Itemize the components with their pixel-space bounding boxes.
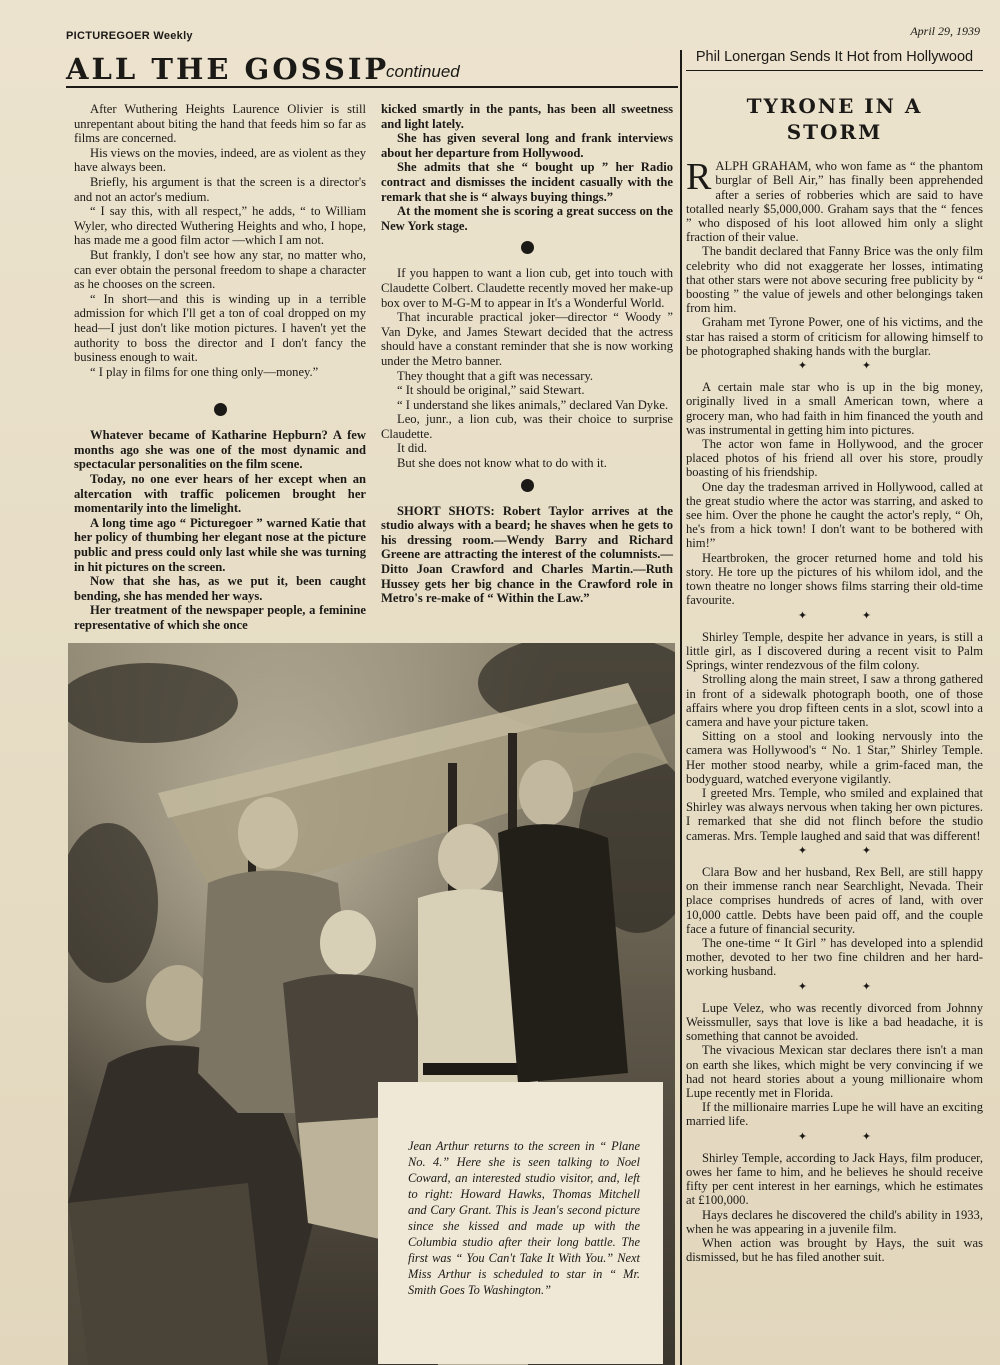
star-separator: ✦ ✦ [797, 609, 898, 622]
continued-label: continued [386, 62, 460, 81]
headline-rule [66, 86, 678, 88]
paragraph: “ I understand she likes animals,” declared Van Dyke. [397, 397, 669, 412]
paragraph: Lupe Velez, who was recently divorced from Johnny Weissmuller, says that love is like a bad headache, it is something that cannot be avoided. [686, 1000, 983, 1044]
paragraph: A certain male star who is up in the big money, originally lived in a small American town, where a grocery man, who had faith in him financed the youth and was instrumental in getting him into pictures. [686, 380, 983, 437]
paragraph: SHORT SHOTS: Robert Taylor arrives at the studio always with a beard; he shaves when he gets to his dressing room.—Wendy Barry and Richard Greene are attracting the interest of the columnists.—Ditto Joan Crawford and Charles Martin.—Ruth Hussey gets her big chance in the Crawford role in Metro's re-make of “ Within the Law.” [381, 503, 673, 606]
paragraph: When action was brought by Hays, the suit was dismissed, but he has filed another suit. [686, 1236, 983, 1265]
paragraph: Strolling along the main street, I saw a throng gathered in front of a sidewalk photograph booth, one of those affairs where you drop fifteen cents in a slot, scowl into a camera and have your picture taken. [686, 672, 983, 729]
paragraph: Leo, junr., a lion cub, was their choice to surprise Claudette. [381, 412, 673, 441]
paragraph: His views on the movies, indeed, are as violent as they have always been. [74, 145, 366, 175]
drop-cap: R [686, 156, 712, 199]
paragraph: It did. [397, 441, 428, 456]
lead-text: ALPH GRAHAM, who won fame as “ the phantom burglar of Bell Air,” has finally been apprehended after a series of robberies which are said to have totalled nearly $5,000,000. Graham says that the “ fences ” who disposed of his loot allowed him only a slight fraction of their value. [686, 159, 983, 245]
paragraph: Shirley Temple, despite her advance in years, is still a little girl, as I discovered during a recent visit to Palm Springs, winter rendezvous of the film colony. [686, 629, 983, 673]
lead-paragraph [686, 156, 983, 245]
paragraph: Briefly, his argument is that the screen is a director's and not an actor's medium. [74, 174, 366, 204]
paragraph: “ It should be original,” said Stewart. [397, 383, 585, 398]
hepburn-item [74, 428, 366, 632]
paragraph: That incurable practical joker—director “ Woody ” Van Dyke, and James Stewart decided that the actress should have a constant reminder that she is now working under the Metro banner. [381, 310, 673, 368]
section-bullet [214, 403, 227, 416]
issue-date: April 29, 1939 [910, 24, 980, 38]
paragraph: The bandit declared that Fanny Brice was the only film celebrity who did not exaggerate her losses, intimating that other stars were not above securing free publicity by “ boosting ” the value of jewels and other belongings taken from him. [686, 244, 983, 316]
story-title-line: TYRONE IN A [746, 94, 923, 119]
photo-caption: Jean Arthur returns to the screen in “ Plane No. 4.” Here she is seen talking to Noel Coward, an interested studio visitor, and, left to right: Howard Hawks, Thomas Mitchell and Cary Grant. This is Jean's second picture since she kissed and made up with the Columbia studio after their long battle. The first was “ You Can't Take It With You.” Next Miss Arthur is scheduled to star in “ Mr. Smith Goes To Washington.” [408, 1139, 640, 1297]
paragraph: But she does not know what to do with it. [397, 456, 607, 471]
gossip-column-2 [381, 102, 673, 606]
gossip-column-1 [74, 102, 366, 633]
paragraph: I greeted Mrs. Temple, who smiled and explained that Shirley was always nervous when taking her own pictures. I remarked that she did not flinch before the studio cameras. Mrs. Temple laughed and said that was different! [686, 785, 983, 843]
short-shots-item [381, 504, 673, 606]
paragraph: Clara Bow and her husband, Rex Bell, are still happy on their immense ranch near Searchlight, Nevada. Their place comprises hundreds of acres of land, with over 10,000 cattle. Debts have been paid off, and the couple face a future of financial security. [686, 864, 983, 936]
paragraph: kicked smartly in the pants, has been all sweetness and light lately. [381, 102, 673, 131]
paragraph: If the millionaire marries Lupe he will have an exciting married life. [686, 1100, 983, 1129]
paragraph: Heartbroken, the grocer returned home and told his story. He tore up the pictures of his whilom idol, and the town theatre no longer shows films starring their old-time favourite. [686, 550, 983, 608]
paragraph: Today, no one ever hears of her except when an altercation with traffic policemen brought her momentarily into the limelight. [74, 472, 366, 516]
paragraph: “ I play in films for one thing only—money.” [90, 364, 319, 379]
section-bullet [521, 241, 534, 254]
paragraph: A long time ago “ Picturegoer ” warned Katie that her policy of thumbing her elegant nose at the picture public and press could only last while she was turning in hit pictures on the screen. [74, 515, 366, 574]
publication-name: PICTUREGOER Weekly [66, 30, 193, 42]
paragraph: The actor won fame in Hollywood, and the grocer placed photos of his friend all over his store, proudly boasting of his friendship. [686, 437, 983, 480]
colbert-item [381, 266, 673, 470]
paragraph: She has given several long and frank interviews about her departure from Hollywood. [381, 131, 673, 160]
paragraph: “ In short—and this is winding up in a terrible admission for which I'll get a ton of coal dropped on my head—I just don't like motion pictures. I haven't yet the authority to boss the director and I don't fancy the business enough to wait. [74, 291, 366, 365]
hepburn-item-continued [381, 102, 673, 233]
paragraph: Sitting on a stool and looking nervously into the camera was Hollywood's “ No. 1 Star,” Shirley Temple. Her mother stood nearby, while a grim-faced man, the bodyguard, watched everyone vigilantly. [686, 729, 983, 786]
paragraph: Whatever became of Katharine Hepburn? A few months ago she was one of the most dynamic and spectacular personalities on the film scene. [74, 428, 366, 472]
paragraph: The vivacious Mexican star declares there isn't a man on earth she likes, which might be very convincing if we had not heard stories about a young millionaire whom Lupe recently met in Florida. [686, 1043, 983, 1100]
paragraph: They thought that a gift was necessary. [397, 368, 594, 383]
star-separator: ✦ ✦ [797, 360, 898, 373]
paragraph: Now that she has, as we put it, been caught bending, she has mended her ways. [74, 574, 366, 603]
star-separator: ✦ ✦ [797, 980, 898, 993]
paragraph: Hays declares he discovered the child's ability in 1933, when he was appearing in a juvenile film. [686, 1207, 983, 1236]
paragraph: One day the tradesman arrived in Hollywood, called at the great studio where the actor was starring, and asked to see him. Over the phone he caught the actor's reply, “ Oh, he's from a hick town! I don't want to be bothered with him!” [686, 479, 983, 551]
paragraph: But frankly, I don't see how any star, no matter who, can ever obtain the personal freedom to shape a character as he chooses on the screen. [74, 247, 366, 292]
paragraph: Her treatment of the newspaper people, a feminine representative of which she once [74, 603, 366, 632]
star-separator: ✦ ✦ [797, 844, 898, 857]
hollywood-column [686, 50, 983, 1264]
story-title [686, 93, 983, 145]
paragraph: Graham met Tyrone Power, one of his victims, and the star has raised a storm of criticism for allowing himself to be photographed shaking hands with the burglar. [686, 315, 983, 358]
star-separator: ✦ ✦ [797, 1130, 898, 1143]
column-header: Phil Lonergan Sends It Hot from Hollywood [695, 49, 974, 65]
photo-caption-box [378, 1082, 663, 1364]
section-bullet [521, 479, 534, 492]
header-rule [686, 70, 983, 71]
olivier-item [74, 102, 366, 379]
paragraph: At the moment she is scoring a great success on the New York stage. [381, 204, 673, 233]
paragraph: The one-time “ It Girl ” has developed into a splendid mother, devoted to her two fine children and her hard-working husband. [686, 935, 983, 979]
story-title-line: STORM [786, 120, 883, 145]
paragraph: After Wuthering Heights Laurence Olivier is still unrepentant about biting the hand that feeds him so far as films are concerned. [74, 102, 366, 146]
paragraph: Shirley Temple, according to Jack Hays, film producer, owes her fame to him, and he believes he should receive fifty per cent interest in her earnings, which he estimates at £100,000. [686, 1150, 983, 1208]
paragraph: She admits that she “ bought up ” her Radio contract and dismisses the incident casually with the remark that she is “ always buying things.” [381, 160, 673, 204]
paragraph: If you happen to want a lion cub, get into touch with Claudette Colbert. Claudette recently moved her make-up box over to M-G-M to appear in It's a Wonderful World. [381, 266, 673, 310]
paragraph: “ I say this, with all respect,” he adds, “ to William Wyler, who directed Wuthering Heights and who, I hope, has made me a good film actor —which I am not. [74, 204, 366, 248]
page-headline: ALL THE GOSSIP [66, 52, 390, 86]
column-divider [680, 50, 682, 1365]
